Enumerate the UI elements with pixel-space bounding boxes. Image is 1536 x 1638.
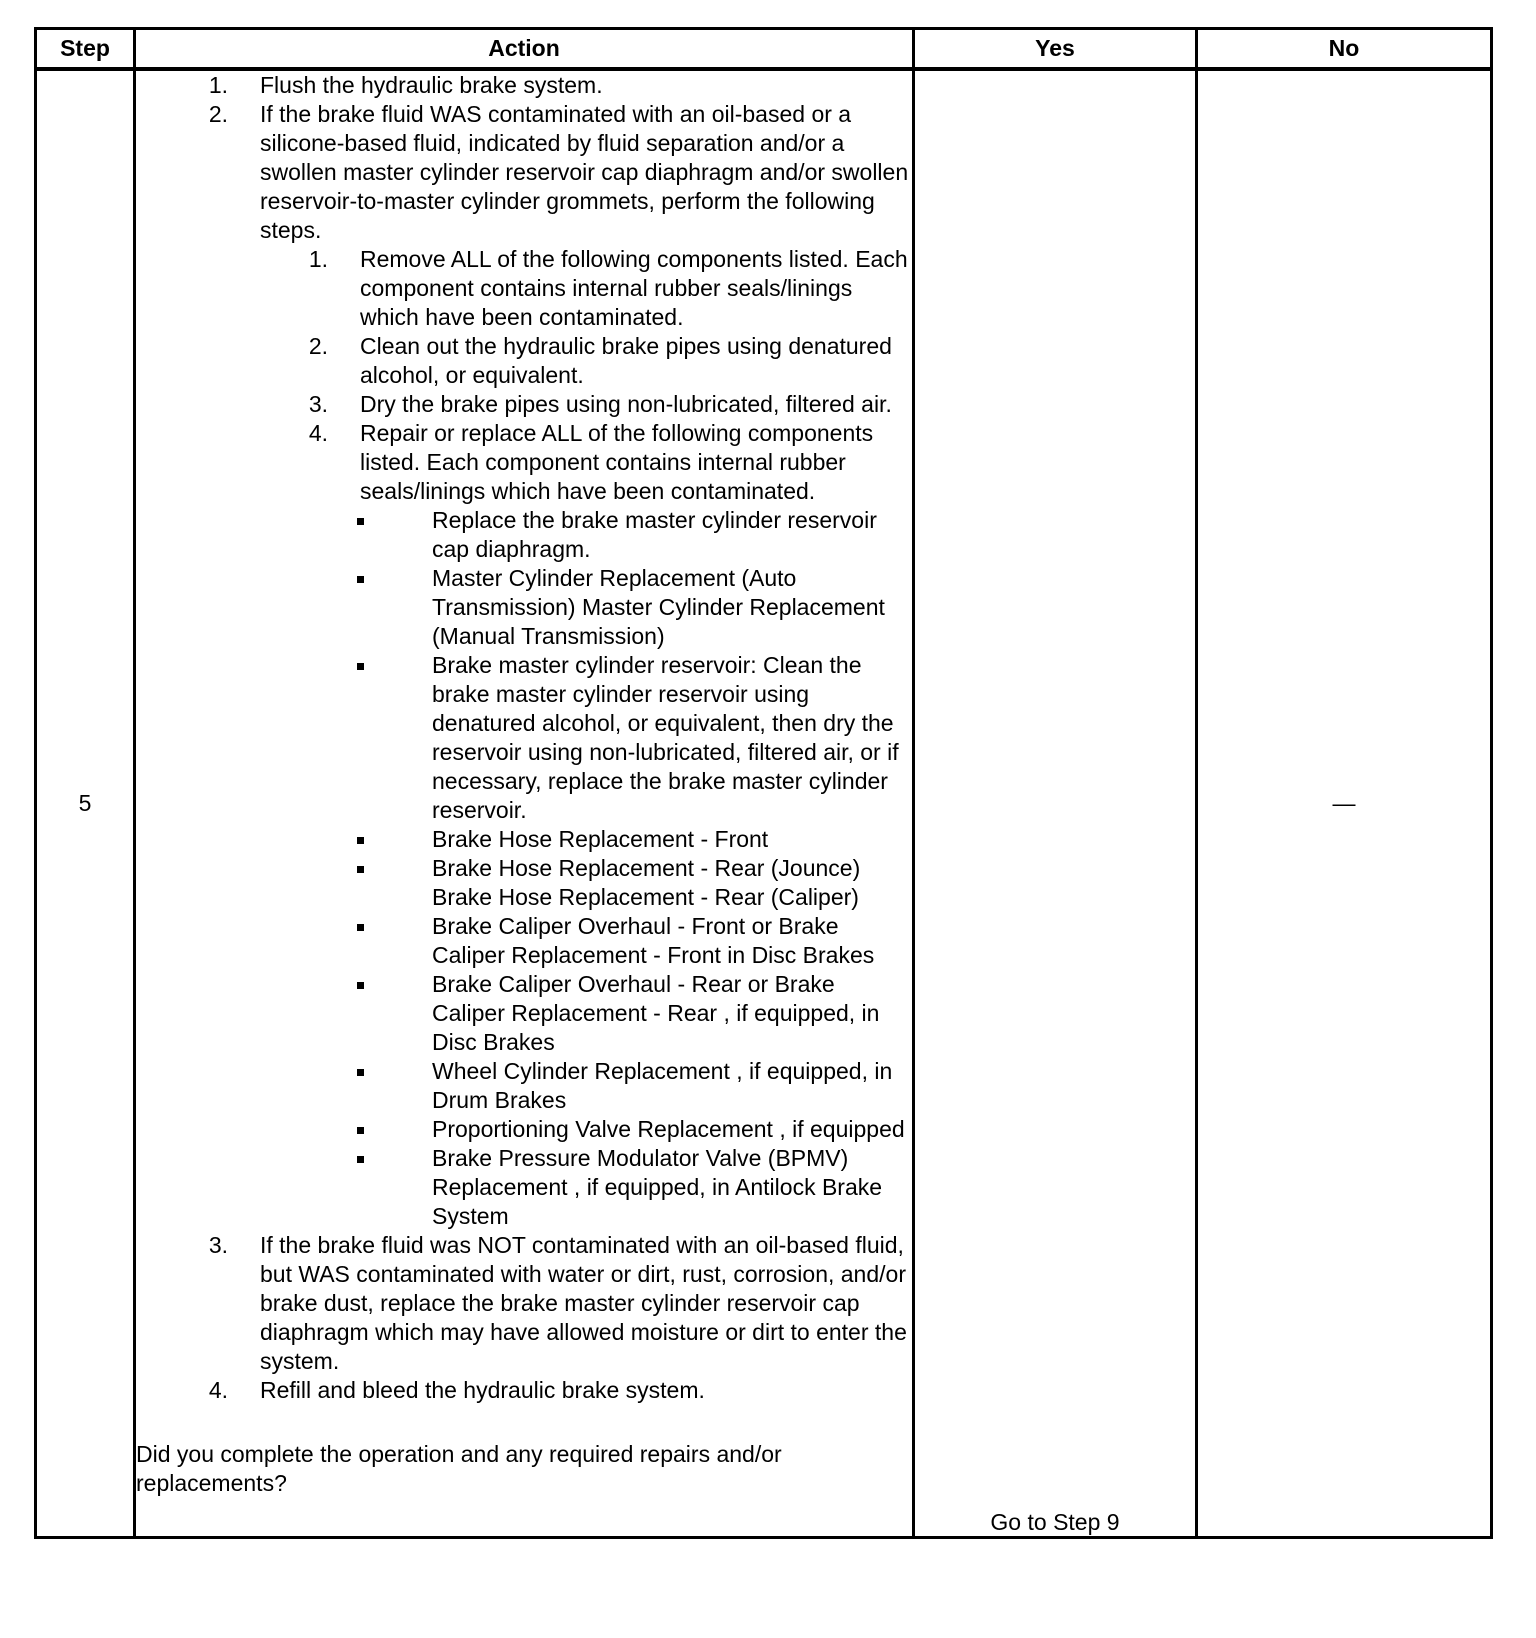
bullet-square-icon <box>336 651 384 825</box>
bullet-square-icon <box>336 912 384 970</box>
bullet-item: Replace the brake master cylinder reservoir cap diaphragm. <box>136 506 912 564</box>
bullet-item: Brake Hose Replacement - Rear (Jounce) Brake Hose Replacement - Rear (Caliper) <box>136 854 912 912</box>
list-item: 1. Flush the hydraulic brake system. <box>208 72 603 98</box>
bullet-square-icon <box>336 1057 384 1115</box>
diagnostic-table <box>34 27 1493 1539</box>
bullet-square-icon <box>336 854 384 912</box>
header-step: Step <box>36 29 135 70</box>
bullet-square-icon <box>336 825 384 854</box>
bullet-item: Brake Pressure Modulator Valve (BPMV) Replacement , if equipped, in Antilock Brake System <box>136 1144 912 1231</box>
action-cell <box>135 69 914 1537</box>
sub-list-item: 2. Clean out the hydraulic brake pipes using denatured alcohol, or equivalent. <box>308 333 892 388</box>
step-number: 5 <box>36 69 135 1537</box>
bullet-item: Wheel Cylinder Replacement , if equipped, in Drum Brakes <box>136 1057 912 1115</box>
bullet-item: Brake Caliper Overhaul - Front or Brake Caliper Replacement - Front in Disc Brakes <box>136 912 912 970</box>
sub-list-item: 3. Dry the brake pipes using non-lubricated, filtered air. <box>308 391 892 417</box>
bullet-square-icon <box>336 506 384 564</box>
bullet-item: Proportioning Valve Replacement , if equipped <box>136 1115 912 1144</box>
step-row <box>36 69 1492 1537</box>
sub-list-item: 4. Repair or replace ALL of the following components listed. Each component contains internal rubber seals/linings which have been contaminated. <box>308 420 874 504</box>
bullet-square-icon <box>336 564 384 651</box>
list-item: 3. If the brake fluid was NOT contaminated with an oil-based fluid, but WAS contaminated with water or dirt, rust, corrosion, and/or brake dust, replace the brake master cylinder reservoir cap diaphragm which may have allowed moisture or dirt to enter the system. <box>208 1232 907 1374</box>
no-result: — <box>1197 69 1492 1537</box>
bullet-item: Master Cylinder Replacement (Auto Transmission) Master Cylinder Replacement (Manual Transmission) <box>136 564 912 651</box>
bullet-square-icon <box>336 1115 384 1144</box>
list-item: 4. Refill and bleed the hydraulic brake system. <box>208 1377 705 1403</box>
header-yes: Yes <box>914 29 1197 70</box>
header-no: No <box>1197 29 1492 70</box>
bullet-square-icon <box>336 970 384 1057</box>
yes-result: Go to Step 9 <box>914 69 1197 1537</box>
header-row <box>36 29 1492 70</box>
question-text: Did you complete the operation and any required repairs and/or replacements? <box>136 1441 782 1496</box>
bullet-item: Brake Hose Replacement - Front <box>136 825 912 854</box>
bullet-item: Brake Caliper Overhaul - Rear or Brake Caliper Replacement - Rear , if equipped, in Disc Brakes <box>136 970 912 1057</box>
bullet-square-icon <box>336 1144 384 1231</box>
header-action: Action <box>135 29 914 70</box>
list-item: 2. If the brake fluid WAS contaminated with an oil-based or a silicone-based fluid, indicated by fluid separation and/or a swollen master cylinder reservoir cap diaphragm and/or swollen reservoir-to-master cylinder grommets, perform the following steps. <box>208 101 909 243</box>
bullet-item: Brake master cylinder reservoir: Clean the brake master cylinder reservoir using denatured alcohol, or equivalent, then dry the reservoir using non-lubricated, filtered air, or if necessary, replace the brake master cylinder reservoir. <box>136 651 912 825</box>
sub-list-item: 1. Remove ALL of the following components listed. Each component contains internal rubber seals/linings which have been contaminated. <box>308 246 908 330</box>
